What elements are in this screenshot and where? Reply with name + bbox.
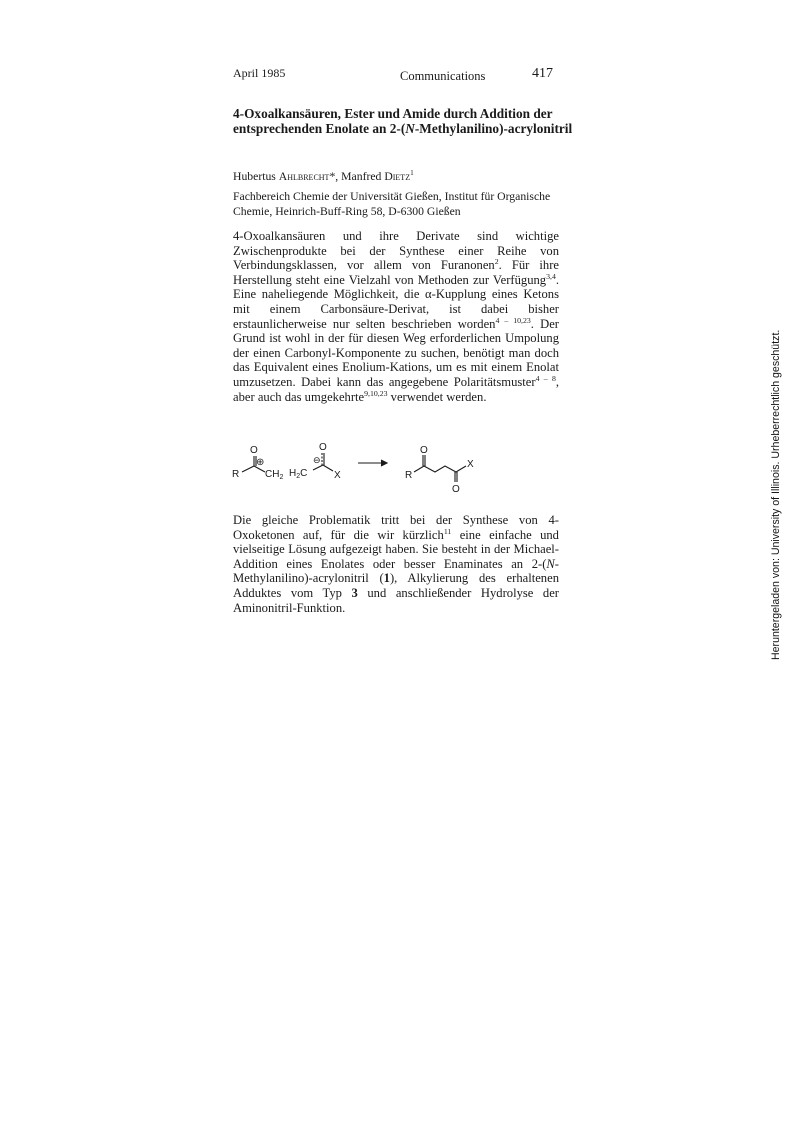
x-group-label: X [467, 459, 474, 470]
header-date: April 1985 [233, 66, 286, 80]
oxygen-label: O [319, 442, 327, 453]
paragraph-second: Die gleiche Problematik tritt bei der Synthese von 4-Oxoketonen auf, für die wir kürzlich$^{11}$ eine einfache und vielseitige Lösung aufgezeigt haben. Sie besteht in der Michael-Addition eines Enolates oder besser Enaminates an 2-(N-Methylanilino)-acrylonitril (1), Alkylierung des erhaltenen Adduktes vom Typ 3 und anschließender Hydrolyse der Aminonitril-Funktion. [233, 513, 559, 615]
reaction-scheme [225, 440, 565, 505]
author-line: Hubertus Ahlbrecht*, Manfred Dietz$^1$ [233, 169, 414, 183]
ch2-label: $CH_2$ [265, 469, 284, 481]
affiliation: Fachbereich Chemie der Universität Gießen, Institut für Organische Chemie, Heinrich-Buff-Ring 58, D-6300 Gießen [233, 190, 551, 218]
oxygen-label: O [250, 445, 258, 456]
anion-charge-label: ⊖ [313, 455, 321, 465]
paragraph-intro: 4-Oxoalkansäuren und ihre Derivate sind wichtige Zwischenprodukte bei der Synthese einer Reihe von Verbindungsklassen, vor allem von Furanonen$^2$. Für ihre Herstellung steht eine Vielzahl von Methoden zur Verfügung$^{3,4}$. Eine naheliegende Möglichkeit, die α-Kupplung eines Ketons mit einem Carbonsäure-Derivat, ist dabei bisher erstaunlicherweise nur selten beschrieben worden$^{4 - 10,23}$. Der Grund ist wohl in der für diesen Weg erforderlichen Umpolung der einen Carbonyl-Komponente zu suchen, benötigt man doch das Equivalent eines Enolium-Kations, um es mit einem Enolat umzusetzen. Dabei kann das angegebene Polaritätsmuster$^{4 - 8}$, aber auch das umgekehrte$^{9,10,23}$ verwendet werden. [233, 229, 559, 404]
r-group-label: R [405, 470, 413, 481]
oxygen-label: O [420, 445, 428, 456]
oxygen-label: O [452, 484, 460, 495]
header-section: Communications [400, 69, 486, 83]
article-title: 4-Oxoalkansäuren, Ester und Amide durch Addition der entsprechenden Enolate an 2-(N-Methylanilino)-acrylonitril [233, 106, 573, 136]
r-group-label: R [232, 469, 240, 480]
page-number: 417 [532, 66, 553, 81]
h2c-label: $H_2C$ [289, 468, 308, 480]
x-group-label: X [334, 470, 341, 481]
cation-charge-label: ⊕ [256, 457, 265, 468]
download-watermark: Heruntergeladen von: University of Illinois. Urheberrechtlich geschützt. [770, 329, 782, 660]
